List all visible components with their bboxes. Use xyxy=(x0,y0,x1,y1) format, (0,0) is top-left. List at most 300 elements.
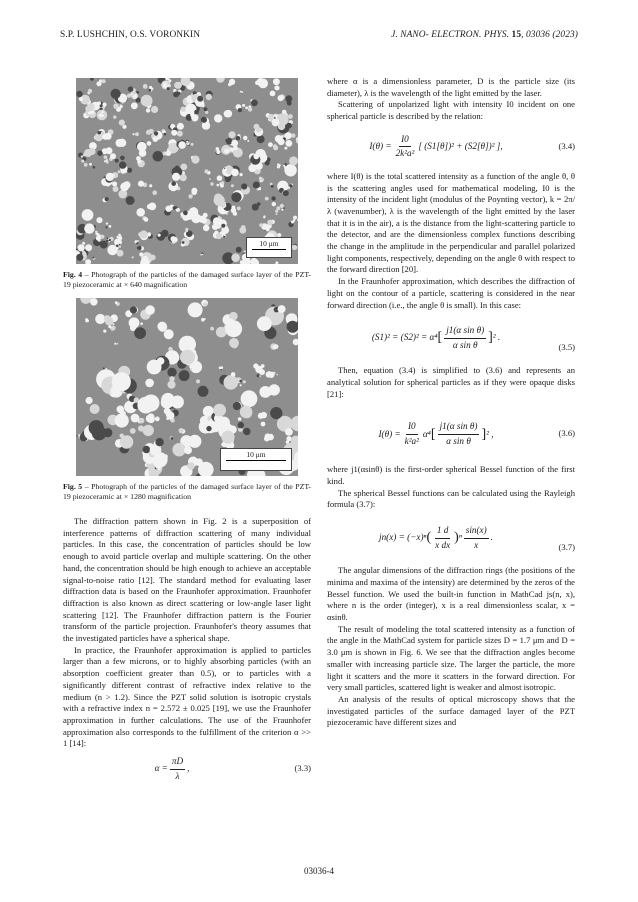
equation-3-4-fraction xyxy=(394,134,417,160)
particle xyxy=(224,110,231,117)
equation-3-6-body xyxy=(327,408,545,460)
particle xyxy=(100,235,104,239)
particle-cluster xyxy=(268,142,273,147)
particle xyxy=(89,420,104,435)
particle xyxy=(81,160,84,163)
particle xyxy=(177,123,184,130)
particle xyxy=(285,428,293,436)
particle xyxy=(106,222,108,224)
equation-3-4-number: (3.4) xyxy=(558,140,575,151)
particle xyxy=(189,366,191,368)
particle xyxy=(111,89,121,99)
particle xyxy=(276,213,278,215)
equation-3-7 xyxy=(327,515,575,561)
particle xyxy=(95,258,96,259)
particle xyxy=(242,408,253,419)
particle xyxy=(238,108,242,112)
particle xyxy=(105,197,109,201)
particle xyxy=(78,434,80,436)
particle xyxy=(142,256,148,262)
particle xyxy=(157,322,167,332)
paragraph-bessel-definition: where j1(αsinθ) is the first-order spherical Bessel function of the first kind. xyxy=(327,464,575,487)
particle xyxy=(204,169,208,173)
particle xyxy=(167,368,176,377)
particle xyxy=(154,131,158,135)
particle xyxy=(98,131,101,134)
equation-3-4-lhs: I(θ) = xyxy=(369,140,392,151)
particle xyxy=(118,170,121,173)
particle xyxy=(120,434,124,438)
particle xyxy=(139,149,147,157)
paragraph-alpha-definition: where α is a dimensionless parameter, D is the particle size (its diameter), λ is the wavelength of the light emitted by the laser. xyxy=(327,76,575,98)
particle xyxy=(198,386,209,397)
particle xyxy=(126,196,135,205)
particle-cluster xyxy=(143,425,154,436)
particle xyxy=(202,254,203,255)
running-header-journal xyxy=(391,30,578,40)
particle xyxy=(136,242,138,244)
journal-volume: 15 xyxy=(511,30,522,40)
equation-3-5-number: (3.5) xyxy=(558,342,575,353)
particle-cluster xyxy=(116,243,121,247)
particle xyxy=(270,91,276,97)
particle xyxy=(159,454,163,458)
equation-3-3-numerator: πD xyxy=(170,756,185,770)
particle xyxy=(138,240,140,242)
particle xyxy=(101,111,104,114)
figure-4-caption-text: – Photograph of the particles of the damaged surface layer of the PZT-19 piezoceramic at × 640 magnification xyxy=(63,270,312,289)
particle xyxy=(89,163,92,166)
particle-cluster xyxy=(76,91,82,97)
particle xyxy=(120,156,125,161)
particle xyxy=(266,372,270,376)
equation-3-6-bracket-close: ] xyxy=(481,426,487,442)
equation-3-3 xyxy=(63,754,311,784)
particle xyxy=(85,244,92,251)
particle xyxy=(171,130,177,136)
equation-3-7-denominator-1: x dx xyxy=(435,539,451,550)
particle xyxy=(171,396,184,409)
equation-3-4-denominator: 2k²a² xyxy=(395,148,415,159)
particle xyxy=(132,256,134,258)
particle xyxy=(187,211,194,218)
particle xyxy=(190,368,192,370)
particle xyxy=(260,178,264,182)
equation-3-6-lhs: I(θ) = xyxy=(378,428,401,439)
particle xyxy=(221,369,222,370)
particle xyxy=(76,91,82,97)
particle xyxy=(220,368,221,369)
particle xyxy=(87,320,89,322)
equation-3-6-fraction-1 xyxy=(403,421,421,447)
particle xyxy=(210,327,214,331)
particle xyxy=(101,131,105,135)
figure-5-scale-line xyxy=(226,460,286,461)
particle xyxy=(283,207,285,209)
particle xyxy=(191,143,194,146)
particle xyxy=(153,136,159,142)
particle xyxy=(148,203,156,211)
particle xyxy=(130,93,132,95)
particle xyxy=(287,101,292,106)
particle xyxy=(163,133,166,136)
particle xyxy=(117,343,118,344)
particle xyxy=(96,81,101,86)
particle xyxy=(99,79,102,82)
particle xyxy=(267,220,273,226)
particle-cluster xyxy=(120,156,125,161)
particle xyxy=(214,114,222,122)
particle xyxy=(213,404,226,417)
particle xyxy=(158,234,161,237)
particle xyxy=(140,322,143,325)
particle xyxy=(240,173,243,176)
particle-cluster xyxy=(166,150,172,156)
particle xyxy=(141,95,153,107)
particle xyxy=(276,206,280,210)
particle-cluster xyxy=(206,426,211,431)
particle xyxy=(191,114,198,121)
particle xyxy=(149,89,152,92)
particle xyxy=(93,166,96,169)
particle xyxy=(272,345,276,349)
particle xyxy=(173,206,177,210)
equation-3-6-fraction-2 xyxy=(438,421,480,447)
particle xyxy=(103,330,106,333)
equation-3-5-bracket-open: [ xyxy=(437,330,443,346)
particle xyxy=(109,241,110,242)
particle xyxy=(147,360,162,375)
figure-5-scale-label: 10 μm xyxy=(246,450,266,459)
particle xyxy=(155,469,158,472)
particle xyxy=(84,223,94,233)
journal-article: , 03036 (2023) xyxy=(521,30,578,40)
particle-cluster xyxy=(205,111,208,114)
particle xyxy=(147,415,155,423)
figure-5-caption xyxy=(63,482,311,502)
particle xyxy=(253,182,260,189)
particle xyxy=(209,178,211,180)
paragraph-forward-direction: In the Fraunhofer approximation, which describes the diffraction of light on the contour of a particle, scattering is considered in the near forward direction (i.e., the angle θ is small). In this case: xyxy=(327,276,575,310)
particle xyxy=(255,366,262,373)
particle xyxy=(134,327,146,339)
particle xyxy=(104,315,110,321)
particle xyxy=(231,253,240,262)
figure-5-micrograph xyxy=(76,298,298,476)
particle xyxy=(187,462,195,470)
particle xyxy=(113,115,116,118)
particle xyxy=(90,404,100,414)
particle xyxy=(130,306,137,313)
particle xyxy=(220,202,226,208)
particle xyxy=(93,258,95,260)
particle xyxy=(93,257,95,259)
particle-cluster xyxy=(132,256,134,258)
particle xyxy=(238,417,242,421)
particle xyxy=(291,133,295,137)
figure-4-scale-label: 10 μm xyxy=(259,239,279,248)
particle xyxy=(169,85,171,87)
particle xyxy=(166,412,174,420)
figure-4-label: Fig. 4 xyxy=(63,270,83,279)
paragraph-microscopy-analysis: An analysis of the results of optical microscopy shows that the investigated particles of the surface damaged layer of the PZT piezoceramic have different sizes and xyxy=(327,693,575,728)
particle xyxy=(109,239,111,241)
particle-cluster xyxy=(85,244,92,251)
particle xyxy=(112,182,117,187)
equation-3-7-fraction-1 xyxy=(433,525,452,551)
particle xyxy=(229,150,231,152)
particle xyxy=(277,163,279,165)
particle xyxy=(178,141,186,149)
particle xyxy=(177,131,183,137)
particle xyxy=(182,241,185,244)
particle xyxy=(139,418,145,424)
particle xyxy=(271,196,275,200)
particle-cluster xyxy=(175,82,182,89)
particle xyxy=(184,446,192,454)
particle xyxy=(243,428,250,435)
particle xyxy=(231,151,232,152)
equation-3-7-paren-close: ) xyxy=(454,530,459,546)
particle xyxy=(133,94,138,99)
equation-3-6-denominator-2: α sin θ xyxy=(446,435,471,446)
equation-3-3-number: (3.3) xyxy=(294,763,311,774)
paragraph-scattering-relation: Scattering of unpolarized light with intensity I0 incident on one spherical particle is described by the relation: xyxy=(327,99,575,122)
particle xyxy=(197,96,203,102)
particle xyxy=(88,112,91,115)
particle-cluster xyxy=(173,92,179,98)
particle xyxy=(120,182,129,191)
figure-4-caption xyxy=(63,270,311,290)
journal-name: J. NANO- ELECTRON. PHYS. xyxy=(391,30,510,40)
particle xyxy=(105,226,107,228)
particle-cluster xyxy=(253,182,260,189)
paragraph-rayleigh-formula: The spherical Bessel functions can be calculated using the Rayleigh formula (3.7): xyxy=(327,487,575,510)
particle xyxy=(247,140,249,142)
particle xyxy=(236,247,242,253)
particle xyxy=(115,159,119,163)
particle xyxy=(153,151,164,162)
particle-cluster xyxy=(140,322,143,325)
particle xyxy=(201,318,205,322)
equation-3-7-numerator-2: sin(x) xyxy=(464,525,489,539)
particle xyxy=(213,217,221,225)
particle xyxy=(201,117,207,123)
particle xyxy=(149,184,152,187)
particle xyxy=(115,413,129,427)
particle-cluster xyxy=(171,181,176,186)
particle xyxy=(243,136,247,140)
particle xyxy=(128,86,134,92)
particle xyxy=(257,316,272,331)
particle xyxy=(180,164,187,171)
equation-3-7-tail: . xyxy=(490,532,493,543)
particle-cluster xyxy=(113,186,119,192)
particle xyxy=(106,161,109,164)
particle xyxy=(179,370,190,381)
particle xyxy=(194,110,199,115)
paragraph-diffraction-pattern: The diffraction pattern shown in Fig. 2 is a superposition of interference patterns of diffraction scattering of many individual particles. In this case, the concentration of particles should be low enough to avoid particle overlap and multiple scattering. On the other hand, the concentration should be high enough to achieve an acceptable signal-to-noise ratio [12]. The standard method for evaluating laser diffraction data is based on the Fraunhofer approximation. Fraunhofer diffraction is also known as direct scattering or low-angle laser light scattering [12]. The Fraunhofer diffraction pattern is the Fourier transform of the particle projection. Fraunhofer's theory assumes that the investigated particles have a spherical shape. xyxy=(63,516,311,644)
particle-cluster xyxy=(233,213,235,215)
particle xyxy=(101,114,104,117)
particle xyxy=(131,102,138,109)
particle xyxy=(275,135,283,143)
equation-3-6-bracket-open: [ xyxy=(430,426,436,442)
particle-cluster xyxy=(82,209,94,221)
particle xyxy=(151,88,153,90)
particle xyxy=(106,183,110,187)
left-column xyxy=(63,76,311,788)
particle xyxy=(180,174,187,181)
particle xyxy=(228,83,232,87)
particle xyxy=(231,140,238,147)
particle xyxy=(138,181,144,187)
particle xyxy=(231,192,241,202)
particle-cluster xyxy=(152,190,157,195)
particle xyxy=(273,144,277,148)
particle-cluster xyxy=(241,183,247,189)
particle xyxy=(136,208,145,217)
particle xyxy=(182,468,187,473)
particle xyxy=(103,367,105,369)
particle xyxy=(241,390,258,407)
equation-3-3-body xyxy=(63,754,281,784)
particle xyxy=(152,190,157,195)
particle xyxy=(77,435,78,436)
particle xyxy=(76,254,83,261)
equation-3-6-denominator-1: k²a² xyxy=(404,435,419,446)
particle xyxy=(217,184,220,187)
particle xyxy=(118,139,126,147)
particle xyxy=(283,190,289,196)
paragraph-fraunhofer-practice: In practice, the Fraunhofer approximation is applied to particles larger than a few microns, or to highly absorbing particles (with an absorption coefficient greater than 0.5), or to particles with a significantly different contrast of refractive index relative to the medium (n > 1.2). Since the PZT solid solution is isotropic crystals with a refractive index n = 2.572 ± 0.025 [19], we use the Fraunhofer approximation in further calculations. The use of the Fraunhofer approximation also corresponds to the fulfillment of the criterion α >> 1 [14]: xyxy=(63,644,311,749)
particle-cluster xyxy=(131,102,138,109)
particle xyxy=(119,161,126,168)
figure-5-label: Fig. 5 xyxy=(63,482,83,491)
particle xyxy=(203,225,210,232)
equation-3-3-denominator: λ xyxy=(175,770,180,781)
equation-3-6-numerator-2: j1(α sin θ) xyxy=(438,421,480,435)
particle xyxy=(224,168,227,171)
particle-cluster xyxy=(270,407,282,419)
particle xyxy=(292,245,297,250)
particle xyxy=(81,155,84,158)
figure-4-micrograph xyxy=(76,78,298,264)
particle-cluster xyxy=(215,151,216,152)
equation-3-7-numerator-1: 1 d xyxy=(435,525,450,539)
particle xyxy=(180,350,195,365)
figure-4-scale-bar xyxy=(246,237,292,258)
particle-cluster xyxy=(149,184,152,187)
particle xyxy=(115,301,118,304)
equation-3-5-lhs: (S1)² = (S2)² = α⁴ xyxy=(371,332,438,343)
particle-cluster xyxy=(77,223,94,233)
paragraph-modeling-result: The result of modeling the total scattered intensity as a function of the angle in the MathCad system for particle sizes D = 1.7 μm and D = 3.0 μm is shown in Fig. 6. We see that the diffraction angles become smaller with increasing particle size. The larger the particle, the more light it scatters and the more it scatters in the forward direction. For very small particles, scattered light is weaker and almost isotropic. xyxy=(327,623,575,693)
equation-3-6-numerator-1: I0 xyxy=(406,421,418,435)
particle xyxy=(167,381,175,389)
particle-cluster xyxy=(243,380,246,383)
particle xyxy=(204,107,208,111)
particle xyxy=(139,252,143,256)
particle-cluster xyxy=(261,422,266,427)
particle xyxy=(268,142,273,147)
particle xyxy=(167,84,168,85)
particle xyxy=(79,97,83,101)
particle xyxy=(275,86,280,91)
particle xyxy=(147,141,152,146)
page-number: 03036-4 xyxy=(304,866,334,876)
particle xyxy=(171,181,176,186)
particle xyxy=(203,302,207,306)
particle xyxy=(229,131,236,138)
particle xyxy=(221,224,225,228)
particle xyxy=(241,183,247,189)
equation-3-7-body xyxy=(327,515,545,561)
particle xyxy=(155,417,160,422)
particle xyxy=(102,79,106,83)
particle xyxy=(278,305,286,313)
equation-3-6-tail: ² , xyxy=(486,428,494,439)
equation-3-3-lhs: α = xyxy=(154,763,168,774)
particle xyxy=(96,231,97,232)
equation-3-7-fraction-2 xyxy=(464,525,489,551)
particle xyxy=(288,187,290,189)
particle xyxy=(265,433,271,439)
particle xyxy=(183,211,188,216)
particle xyxy=(221,431,234,444)
particle xyxy=(205,111,208,114)
particle-cluster xyxy=(231,184,234,187)
particle xyxy=(241,225,246,230)
particle-cluster xyxy=(238,417,242,421)
figure-5-scale-bar xyxy=(220,448,292,471)
particle xyxy=(283,165,285,167)
particle xyxy=(210,182,213,185)
particle-cluster xyxy=(119,105,122,108)
particle xyxy=(143,84,148,89)
equation-3-5-tail: ² . xyxy=(492,332,501,343)
particle xyxy=(289,156,298,165)
particle xyxy=(150,255,156,261)
particle xyxy=(171,236,177,242)
particle xyxy=(117,250,124,257)
particle xyxy=(238,422,244,428)
particle xyxy=(116,245,119,248)
particle-cluster xyxy=(265,197,269,201)
particle xyxy=(196,379,200,383)
particle xyxy=(231,169,239,177)
particle xyxy=(237,207,241,211)
particle xyxy=(265,197,269,201)
particle xyxy=(274,115,276,117)
particle xyxy=(214,194,222,202)
particle xyxy=(253,154,259,160)
particle xyxy=(191,156,199,164)
particle xyxy=(90,298,98,306)
particle-cluster xyxy=(113,115,116,118)
particle xyxy=(86,397,93,404)
particle-cluster xyxy=(224,110,233,118)
particle xyxy=(216,233,222,239)
particle xyxy=(146,108,150,112)
equation-3-3-fraction xyxy=(170,756,185,782)
particle xyxy=(137,397,154,414)
particle xyxy=(164,454,168,458)
equation-3-5-bracket-close: ] xyxy=(488,330,493,346)
particle xyxy=(266,388,273,395)
particle xyxy=(166,150,172,156)
particle xyxy=(129,317,140,328)
